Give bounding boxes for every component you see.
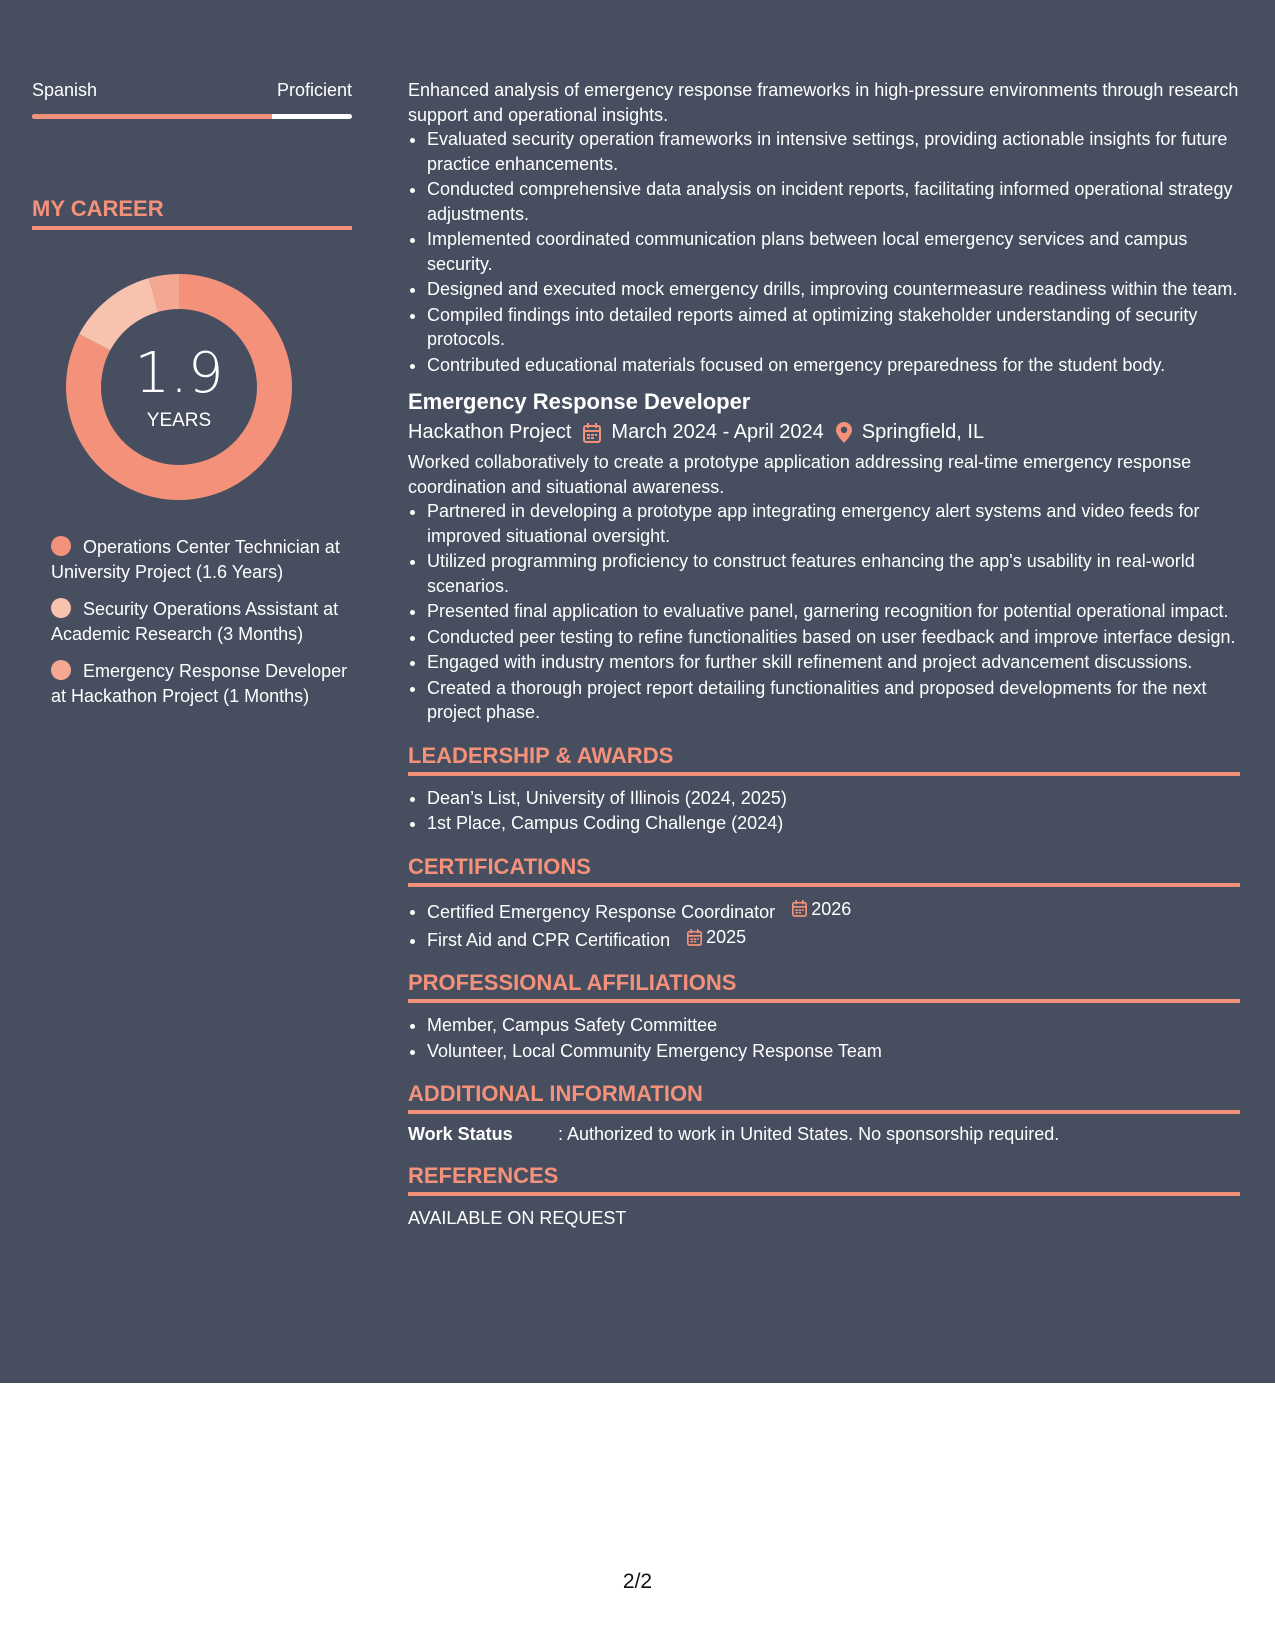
cert-year-value: 2025 — [706, 926, 747, 947]
career-total-unit: YEARS — [146, 410, 212, 431]
cert-name: First Aid and CPR Certification — [427, 929, 671, 950]
calendar-icon — [687, 929, 702, 946]
cert-year — [792, 897, 851, 922]
job2-meta — [408, 421, 1240, 444]
cert-year-value: 2026 — [811, 898, 852, 919]
legend-dot — [51, 536, 71, 556]
list-item: • Created a thorough project report detailing functionalities and proposed developments for the next project phase. — [427, 676, 1240, 725]
language-level-fill — [32, 114, 272, 119]
legend-label: Security Operations Assistant at Academic Research (3 Months) — [51, 599, 339, 644]
certifications-heading: CERTIFICATIONS — [408, 854, 1240, 887]
job2-bullets — [408, 499, 1240, 725]
job2-location: Springfield, IL — [861, 421, 985, 443]
legend-label: Emergency Response Developer at Hackathon Project (1 Months) — [51, 661, 348, 706]
career-legend — [51, 535, 351, 721]
affiliations-list — [408, 1013, 1240, 1063]
main-content — [408, 78, 1240, 1231]
list-item: • Conducted peer testing to refine functionalities based on user feedback and improve interface design. — [427, 625, 1240, 650]
additional-info-heading: ADDITIONAL INFORMATION — [408, 1081, 1240, 1114]
language-level: Proficient — [276, 80, 352, 100]
work-status-label: Work Status — [408, 1124, 513, 1144]
references-heading: REFERENCES — [408, 1163, 1240, 1196]
calendar-icon — [792, 900, 807, 917]
certifications-list — [408, 897, 1240, 953]
legend-dot — [51, 660, 71, 680]
list-item: • Designed and executed mock emergency drills, improving countermeasure readiness within the team. — [427, 277, 1240, 302]
legend-label: Operations Center Technician at University Project (1.6 Years) — [51, 537, 340, 582]
list-item: • Dean’s List, University of Illinois (2024, 2025) — [427, 786, 1240, 811]
legend-item — [51, 535, 351, 585]
job1-bullets — [408, 127, 1240, 377]
job1-summary: Enhanced analysis of emergency response frameworks in high-pressure environments through research support and operational insights. — [408, 80, 1239, 125]
list-item — [427, 925, 1240, 952]
list-item: • Member, Campus Safety Committee — [427, 1013, 1240, 1038]
list-item: • Evaluated security operation frameworks in intensive settings, providing actionable insights for future practice enhancements. — [427, 127, 1240, 176]
language-level-bar — [32, 114, 352, 119]
job2-company: Hackathon Project — [408, 421, 572, 443]
page-number: 2/2 — [622, 1570, 653, 1593]
career-donut-chart — [66, 274, 292, 500]
calendar-icon — [583, 423, 601, 443]
job2-summary: Worked collaboratively to create a prototype application addressing real-time emergency response coordination and situational awareness. — [408, 452, 1192, 497]
list-item: • Partnered in developing a prototype app integrating emergency alert systems and video feeds for improved situational oversight. — [427, 499, 1240, 548]
references-text: AVAILABLE ON REQUEST — [408, 1208, 627, 1228]
leadership-list — [408, 786, 1240, 836]
career-heading: MY CAREER — [32, 196, 352, 230]
cert-name: Certified Emergency Response Coordinator — [427, 901, 776, 922]
list-item: • Engaged with industry mentors for further skill refinement and project advancement discussions. — [427, 650, 1240, 675]
legend-dot — [51, 598, 71, 618]
job2-title: Emergency Response Developer — [408, 389, 751, 414]
list-item: • Implemented coordinated communication plans between local emergency services and campus security. — [427, 227, 1240, 276]
legend-item — [51, 659, 351, 709]
language-row — [32, 80, 352, 101]
list-item — [427, 897, 1240, 924]
language-name: Spanish — [32, 80, 98, 100]
donut-segment-1 — [79, 278, 158, 350]
list-item: • 1st Place, Campus Coding Challenge (2024) — [427, 811, 1240, 836]
list-item: • Presented final application to evaluative panel, garnering recognition for potential operational impact. — [427, 599, 1240, 624]
list-item: • Volunteer, Local Community Emergency Response Team — [427, 1039, 1240, 1064]
job2-dates: March 2024 - April 2024 — [611, 421, 824, 443]
career-total-years: 1.9 — [134, 341, 224, 406]
list-item: • Conducted comprehensive data analysis on incident reports, facilitating informed operational strategy adjustments. — [427, 177, 1240, 226]
list-item: • Contributed educational materials focused on emergency preparedness for the student body. — [427, 353, 1240, 378]
affiliations-heading: PROFESSIONAL AFFILIATIONS — [408, 970, 1240, 1003]
list-item: • Compiled findings into detailed reports aimed at optimizing stakeholder understanding of security protocols. — [427, 303, 1240, 352]
work-status-value: : Authorized to work in United States. No sponsorship required. — [558, 1124, 1060, 1144]
location-pin-icon — [836, 422, 852, 443]
leadership-heading: LEADERSHIP & AWARDS — [408, 743, 1240, 776]
cert-year — [687, 925, 746, 950]
work-status-row — [408, 1124, 1240, 1145]
legend-item — [51, 597, 351, 647]
list-item: • Utilized programming proficiency to construct features enhancing the app's usability in real-world scenarios. — [427, 549, 1240, 598]
